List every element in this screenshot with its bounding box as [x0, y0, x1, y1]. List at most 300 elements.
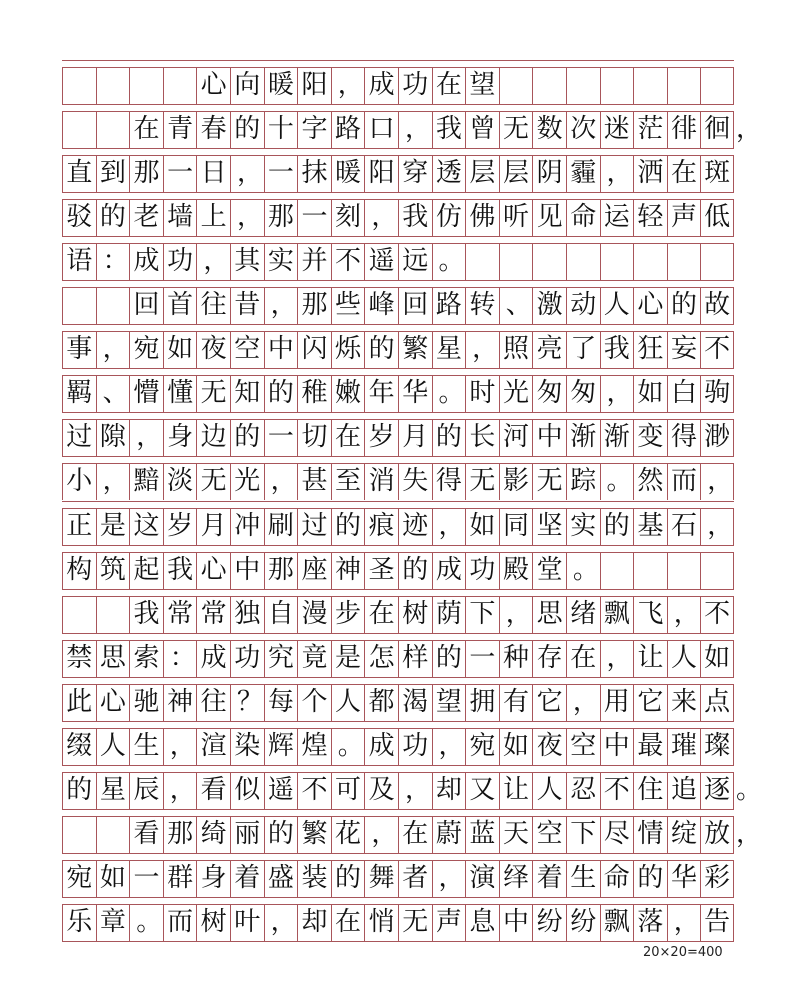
grid-cell: 声: [432, 904, 466, 941]
grid-row: [62, 860, 734, 897]
grid-cell: 渴: [398, 684, 432, 721]
grid-cell: 佛: [465, 199, 499, 236]
grid-cell: 筑: [96, 552, 130, 589]
grid-cell: 绽: [667, 816, 701, 853]
grid-cell: 遥: [364, 243, 398, 280]
grid-cell: 树: [398, 596, 432, 633]
grid-cell: 装: [297, 860, 331, 897]
grid-cell: 迹: [398, 508, 432, 545]
grid-cell: 座: [297, 552, 331, 589]
grid-cell: 。: [432, 375, 466, 412]
grid-cell: 直: [62, 155, 96, 192]
grid-cell: 甚: [297, 463, 331, 500]
grid-cell: ，: [264, 904, 298, 941]
grid-cell: 告: [700, 904, 734, 941]
grid-cell: 实: [566, 508, 600, 545]
grid-cell: 息: [465, 904, 499, 941]
grid-cell: 、: [499, 287, 533, 324]
grid-cell: 它: [532, 684, 566, 721]
grid-cell: 我: [129, 596, 163, 633]
grid-cell: 影: [499, 463, 533, 500]
grid-cell: 不: [331, 243, 365, 280]
grid-cell: 阳: [297, 67, 331, 104]
grid-cell: ，: [432, 508, 466, 545]
grid-cell: 的: [331, 508, 365, 545]
grid-cell: 如: [465, 508, 499, 545]
grid-cell: 的: [331, 860, 365, 897]
grid-row: [62, 596, 734, 633]
grid-cell: 星: [432, 331, 466, 368]
grid-cell: 那: [264, 199, 298, 236]
grid-cell: ，: [364, 816, 398, 853]
grid-rule: [62, 897, 734, 898]
grid-row: [62, 155, 734, 192]
grid-cell: 上: [196, 199, 230, 236]
grid-cell: 烁: [331, 331, 365, 368]
grid-cell: 淡: [163, 463, 197, 500]
grid-cell: 的: [230, 419, 264, 456]
grid-cell: ，: [667, 904, 701, 941]
grid-cell: 绪: [566, 596, 600, 633]
grid-rule: [62, 104, 734, 105]
grid-cell: [633, 243, 667, 280]
grid-cell: 不: [600, 772, 634, 809]
grid-cell: 却: [297, 904, 331, 941]
grid-cell: 我: [163, 552, 197, 589]
grid-cell: 月: [398, 419, 432, 456]
grid-row: [62, 508, 734, 545]
grid-cell: 看: [196, 772, 230, 809]
grid-rule: [62, 148, 734, 149]
grid-cell: 落: [633, 904, 667, 941]
grid-cell: 的: [364, 331, 398, 368]
grid-cell: 过: [297, 508, 331, 545]
grid-cell: 成: [129, 243, 163, 280]
grid-cell: 不: [297, 772, 331, 809]
grid-cell: 如: [700, 640, 734, 677]
grid-cell: 演: [465, 860, 499, 897]
grid-cell: [532, 67, 566, 104]
grid-row: [62, 287, 734, 324]
grid-cell: 着: [230, 860, 264, 897]
grid-cell: 回: [398, 287, 432, 324]
grid-cell: [633, 552, 667, 589]
grid-cell: 稚: [297, 375, 331, 412]
grid-cell: ，: [230, 199, 264, 236]
grid-rule: [62, 456, 734, 457]
grid-cell: 月: [196, 508, 230, 545]
grid-cell: 小: [62, 463, 96, 500]
grid-cell: ，: [264, 287, 298, 324]
grid-cell: 种: [499, 640, 533, 677]
grid-cell: 下: [465, 596, 499, 633]
grid-rule: [62, 192, 734, 193]
grid-cell: 渐: [600, 419, 634, 456]
grid-cell: 思: [532, 596, 566, 633]
grid-cell: 无: [499, 111, 533, 148]
grid-cell: 盛: [264, 860, 298, 897]
grid-cell: [667, 243, 701, 280]
grid-cell: 点: [700, 684, 734, 721]
grid-cell: 自: [264, 596, 298, 633]
grid-cell: 匆: [532, 375, 566, 412]
grid-cell: 白: [667, 375, 701, 412]
grid-cell: 辉: [264, 728, 298, 765]
grid-cell: [62, 596, 96, 633]
grid-cell: 十: [264, 111, 298, 148]
grid-cell: 心: [633, 287, 667, 324]
grid-cell: 思: [96, 640, 130, 677]
grid-cell: 树: [196, 904, 230, 941]
grid-cell: 宛: [129, 331, 163, 368]
grid-cell: 我: [398, 199, 432, 236]
grid-cell: 洒: [633, 155, 667, 192]
grid-cell: 隙: [96, 419, 130, 456]
grid-cell: 人: [532, 772, 566, 809]
grid-cell: 层: [465, 155, 499, 192]
grid-cell: 它: [633, 684, 667, 721]
grid-cell: 至: [331, 463, 365, 500]
grid-cell: [96, 111, 130, 148]
grid-cell: 常: [163, 596, 197, 633]
grid-cell: 遥: [264, 772, 298, 809]
grid-cell: 、: [96, 375, 130, 412]
grid-cell: [700, 552, 734, 589]
grid-cell: 字: [297, 111, 331, 148]
grid-cell: 光: [230, 463, 264, 500]
grid-cell: 得: [667, 419, 701, 456]
grid-cell: 暖: [331, 155, 365, 192]
grid-rule: [62, 60, 734, 61]
grid-cell: 那: [297, 287, 331, 324]
grid-cell: 如: [499, 728, 533, 765]
grid-row: [62, 419, 734, 456]
grid-cell: 索: [129, 640, 163, 677]
grid-cell: 飞: [633, 596, 667, 633]
grid-cell: 璨: [700, 728, 734, 765]
grid-cell: [700, 243, 734, 280]
grid-cell: ，: [432, 860, 466, 897]
grid-cell: [566, 67, 600, 104]
grid-cell: 不: [700, 331, 734, 368]
grid-cell: 懂: [163, 375, 197, 412]
grid-cell: 绎: [499, 860, 533, 897]
grid-cell: 春: [196, 111, 230, 148]
grid-cell: [129, 67, 163, 104]
grid-cell: 不: [700, 596, 734, 633]
grid-row: [62, 243, 734, 280]
grid-cell: 透: [432, 155, 466, 192]
grid-cell: ，: [600, 640, 634, 677]
grid-cell: 成: [364, 67, 398, 104]
grid-cell: [62, 287, 96, 324]
grid-cell: 的: [264, 816, 298, 853]
grid-cell: 的: [432, 419, 466, 456]
grid-cell: 这: [129, 508, 163, 545]
grid-cell: 在: [331, 904, 365, 941]
grid-cell: 的: [230, 111, 264, 148]
grid-cell: 看: [129, 816, 163, 853]
grid-cell: 及: [364, 772, 398, 809]
grid-cell: 来: [667, 684, 701, 721]
grid-cell: 中: [600, 728, 634, 765]
grid-cell: 光: [499, 375, 533, 412]
grid-cell: 声: [667, 199, 701, 236]
grid-cell: 华: [667, 860, 701, 897]
grid-cell: 次: [566, 111, 600, 148]
grid-cell: 个: [297, 684, 331, 721]
grid-cell: 煌: [297, 728, 331, 765]
grid-cell: 飘: [600, 904, 634, 941]
grid-cell: 。: [331, 728, 365, 765]
grid-rule: [62, 501, 734, 502]
grid-cell: ，: [96, 463, 130, 500]
grid-cell: 彩: [700, 860, 734, 897]
grid-cell: 每: [264, 684, 298, 721]
grid-cell: 我: [600, 331, 634, 368]
grid-cell: 空: [532, 816, 566, 853]
grid-cell: 一: [163, 155, 197, 192]
grid-cell: 是: [96, 508, 130, 545]
grid-cell: 刻: [331, 199, 365, 236]
grid-cell: 徘: [667, 111, 701, 148]
grid-cell: ，: [163, 772, 197, 809]
grid-cell: 绮: [196, 816, 230, 853]
overhang-punctuation: 。: [736, 774, 763, 805]
grid-cell: 人: [600, 287, 634, 324]
grid-cell: ，: [600, 155, 634, 192]
grid-cell: 路: [432, 287, 466, 324]
grid-cell: 而: [163, 904, 197, 941]
grid-cell: [566, 243, 600, 280]
grid-cell: 样: [398, 640, 432, 677]
grid-cell: 失: [398, 463, 432, 500]
grid-cell: 着: [532, 860, 566, 897]
grid-cell: 曾: [465, 111, 499, 148]
grid-cell: ？: [230, 684, 264, 721]
grid-cell: 渐: [566, 419, 600, 456]
grid-cell: 驹: [700, 375, 734, 412]
grid-cell: 向: [230, 67, 264, 104]
grid-rule: [62, 677, 734, 678]
grid-cell: ，: [432, 728, 466, 765]
grid-cell: 的: [633, 860, 667, 897]
grid-cell: ，: [499, 596, 533, 633]
grid-cell: [465, 243, 499, 280]
grid-cell: 正: [62, 508, 96, 545]
grid-cell: 成: [432, 552, 466, 589]
grid-cell: 夜: [532, 728, 566, 765]
grid-cell: [633, 67, 667, 104]
grid-cell: 究: [264, 640, 298, 677]
grid-cell: 身: [196, 860, 230, 897]
grid-cell: [600, 552, 634, 589]
grid-row: [62, 772, 734, 809]
grid-cell: 嫩: [331, 375, 365, 412]
grid-cell: 往: [196, 684, 230, 721]
grid-cell: 路: [331, 111, 365, 148]
grid-cell: 起: [129, 552, 163, 589]
grid-cell: 让: [633, 640, 667, 677]
grid-cell: ，: [566, 684, 600, 721]
grid-cell: 放: [700, 816, 734, 853]
grid-cell: ，: [398, 772, 432, 809]
grid-cell: 我: [432, 111, 466, 148]
grid-rule: [62, 280, 734, 281]
grid-cell: 心: [196, 67, 230, 104]
grid-cell: 一: [297, 199, 331, 236]
grid-cell: [96, 67, 130, 104]
grid-cell: [667, 552, 701, 589]
grid-cell: 在: [129, 111, 163, 148]
grid-cell: 群: [163, 860, 197, 897]
grid-cell: 空: [566, 728, 600, 765]
grid-rule: [62, 941, 734, 942]
grid-cell: 染: [230, 728, 264, 765]
grid-cell: 似: [230, 772, 264, 809]
grid-cell: 日: [196, 155, 230, 192]
grid-cell: ，: [667, 596, 701, 633]
grid-cell: 茫: [633, 111, 667, 148]
grid-cell: 无: [398, 904, 432, 941]
grid-cell: 到: [96, 155, 130, 192]
grid-cell: 。: [432, 243, 466, 280]
grid-cell: 同: [499, 508, 533, 545]
grid-cell: [667, 67, 701, 104]
grid-cell: 转: [465, 287, 499, 324]
grid-cell: [62, 111, 96, 148]
grid-cell: 低: [700, 199, 734, 236]
grid-rule: [62, 721, 734, 722]
grid-rule: [62, 809, 734, 810]
grid-cell: 此: [62, 684, 96, 721]
grid-cell: [163, 67, 197, 104]
grid-cell: 飘: [600, 596, 634, 633]
grid-cell: ，: [600, 375, 634, 412]
grid-cell: 驳: [62, 199, 96, 236]
grid-cell: 成: [364, 728, 398, 765]
grid-cell: 墙: [163, 199, 197, 236]
grid-cell: 叶: [230, 904, 264, 941]
grid-cell: 。: [600, 463, 634, 500]
grid-cell: 岁: [163, 508, 197, 545]
grid-cell: 在: [566, 640, 600, 677]
grid-cell: 并: [297, 243, 331, 280]
grid-cell: 璀: [667, 728, 701, 765]
grid-cell: 步: [331, 596, 365, 633]
grid-cell: [499, 67, 533, 104]
grid-cell: 那: [264, 552, 298, 589]
grid-cell: 望: [465, 67, 499, 104]
grid-cell: 逐: [700, 772, 734, 809]
grid-cell: 过: [62, 419, 96, 456]
grid-cell: 霾: [566, 155, 600, 192]
grid-cell: 切: [297, 419, 331, 456]
grid-cell: 宛: [465, 728, 499, 765]
grid-count-label: 20×20=400: [643, 945, 723, 960]
grid-cell: 在: [667, 155, 701, 192]
grid-cell: 狂: [633, 331, 667, 368]
grid-cell: 堂: [532, 552, 566, 589]
grid-cell: 生: [129, 728, 163, 765]
grid-cell: ，: [129, 419, 163, 456]
grid-cell: 长: [465, 419, 499, 456]
grid-cell: 的: [96, 199, 130, 236]
grid-cell: 层: [499, 155, 533, 192]
grid-cell: 听: [499, 199, 533, 236]
grid-cell: 有: [499, 684, 533, 721]
manuscript-grid: [62, 60, 763, 941]
grid-cell: 中: [532, 419, 566, 456]
grid-cell: 功: [398, 728, 432, 765]
grid-cell: 却: [432, 772, 466, 809]
grid-cell: 悄: [364, 904, 398, 941]
grid-cell: 坚: [532, 508, 566, 545]
grid-cell: 如: [163, 331, 197, 368]
grid-cell: 踪: [566, 463, 600, 500]
grid-row: [62, 463, 734, 500]
grid-cell: 的: [432, 640, 466, 677]
grid-cell: 圣: [364, 552, 398, 589]
grid-cell: 河: [499, 419, 533, 456]
grid-cell: 刷: [264, 508, 298, 545]
grid-cell: 成: [196, 640, 230, 677]
grid-cell: 迷: [600, 111, 634, 148]
grid-cell: 身: [163, 419, 197, 456]
overhang-punctuation: ，: [736, 114, 763, 145]
grid-row: [62, 111, 734, 148]
grid-cell: 事: [62, 331, 96, 368]
grid-row: [62, 375, 734, 412]
grid-rule: [62, 633, 734, 634]
grid-cell: 如: [96, 860, 130, 897]
grid-cell: 功: [230, 640, 264, 677]
grid-cell: 华: [398, 375, 432, 412]
grid-cell: 懵: [129, 375, 163, 412]
grid-cell: 无: [196, 375, 230, 412]
grid-row: [62, 640, 734, 677]
grid-cell: 花: [331, 816, 365, 853]
grid-cell: 无: [465, 463, 499, 500]
grid-cell: 禁: [62, 640, 96, 677]
grid-cell: 石: [667, 508, 701, 545]
grid-cell: 漫: [297, 596, 331, 633]
grid-cell: 无: [196, 463, 230, 500]
grid-cell: 舞: [364, 860, 398, 897]
grid-cell: ：: [96, 243, 130, 280]
grid-cell: 数: [532, 111, 566, 148]
grid-cell: 实: [264, 243, 298, 280]
grid-cell: 抹: [297, 155, 331, 192]
grid-cell: 功: [398, 67, 432, 104]
grid-cell: [62, 67, 96, 104]
overhang-punctuation: ，: [736, 818, 763, 849]
grid-cell: 忍: [566, 772, 600, 809]
grid-cell: [700, 67, 734, 104]
grid-cell: 其: [230, 243, 264, 280]
grid-cell: [96, 816, 130, 853]
grid-cell: 消: [364, 463, 398, 500]
grid-cell: ，: [465, 331, 499, 368]
grid-cell: 动: [566, 287, 600, 324]
grid-row: [62, 552, 734, 589]
grid-cell: [532, 243, 566, 280]
grid-cell: 得: [432, 463, 466, 500]
grid-cell: 功: [465, 552, 499, 589]
grid-cell: 繁: [398, 331, 432, 368]
grid-cell: 年: [364, 375, 398, 412]
grid-cell: 而: [667, 463, 701, 500]
